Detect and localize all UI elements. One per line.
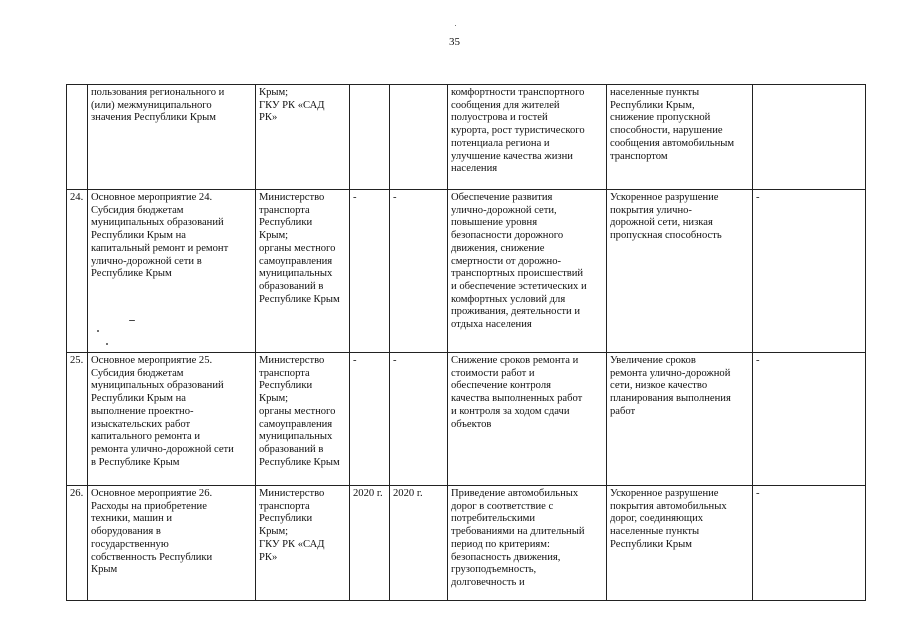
expected-result-cell: комфортности транспортного сообщения для жителей полуострова и гостей курорта, рост туристического потенциала региона и улучшение качества жизни населения bbox=[448, 85, 607, 190]
consequences-cell: Ускоренное разрушение покрытия автомобильных дорог, соединяющих населенные пункты Республики Крым bbox=[607, 486, 753, 601]
start-date-cell: - bbox=[350, 353, 390, 486]
measure-cell: Основное мероприятие 24. Субсидия бюджетам муниципальных образований Республики Крым на капитальный ремонт и ремонт улично-дорожной сети в Республике Крым bbox=[88, 190, 256, 353]
indicator-link-cell: - bbox=[753, 353, 866, 486]
row-number-cell bbox=[67, 85, 88, 190]
table-row bbox=[67, 486, 866, 601]
consequences-cell: населенные пункты Республики Крым, снижение пропускной способности, нарушение сообщения автомобильным транспортом bbox=[607, 85, 753, 190]
row-number-cell: 25. bbox=[67, 353, 88, 486]
scan-speck bbox=[97, 330, 99, 332]
scan-speck bbox=[455, 25, 456, 26]
table-row bbox=[67, 190, 866, 353]
scan-speck bbox=[129, 320, 135, 321]
expected-result-cell: Обеспечение развития улично-дорожной сети, повышение уровня безопасности дорожного движения, снижение смертности от дорожно- транспортных происшествий и обеспечение эстетических и комфортных условий для проживания, деятельности и отдыха населения bbox=[448, 190, 607, 353]
executor-cell: Крым; ГКУ РК «САД РК» bbox=[256, 85, 350, 190]
table-row bbox=[67, 85, 866, 190]
end-date-cell bbox=[390, 85, 448, 190]
consequences-cell: Увеличение сроков ремонта улично-дорожной сети, низкое качество планирования выполнения работ bbox=[607, 353, 753, 486]
scan-speck bbox=[106, 343, 108, 345]
row-number-cell: 24. bbox=[67, 190, 88, 353]
measure-cell: пользования регионального и (или) межмуниципального значения Республики Крым bbox=[88, 85, 256, 190]
indicator-link-cell bbox=[753, 85, 866, 190]
consequences-cell: Ускоренное разрушение покрытия улично- дорожной сети, низкая пропускная способность bbox=[607, 190, 753, 353]
indicator-link-cell: - bbox=[753, 190, 866, 353]
measure-cell: Основное мероприятие 25. Субсидия бюджетам муниципальных образований Республики Крым на выполнение проектно- изыскательских работ капитального ремонта и ремонта улично-дорожной сети в Республике Крым bbox=[88, 353, 256, 486]
indicator-link-cell: - bbox=[753, 486, 866, 601]
expected-result-cell: Снижение сроков ремонта и стоимости работ и обеспечение контроля качества выполненных работ и контроля за ходом сдачи объектов bbox=[448, 353, 607, 486]
end-date-cell: - bbox=[390, 353, 448, 486]
end-date-cell: 2020 г. bbox=[390, 486, 448, 601]
executor-cell: Министерство транспорта Республики Крым; органы местного самоуправления муниципальных образований в Республике Крым bbox=[256, 353, 350, 486]
row-number-cell: 26. bbox=[67, 486, 88, 601]
start-date-cell: - bbox=[350, 190, 390, 353]
start-date-cell bbox=[350, 85, 390, 190]
page-number: 35 bbox=[449, 36, 460, 48]
end-date-cell: - bbox=[390, 190, 448, 353]
measure-cell: Основное мероприятие 26. Расходы на приобретение техники, машин и оборудования в государственную собственность Республики Крым bbox=[88, 486, 256, 601]
expected-result-cell: Приведение автомобильных дорог в соответствие с потребительскими требованиями на длительный период по критериям: безопасность движения, грузоподъемность, долговечность и bbox=[448, 486, 607, 601]
start-date-cell: 2020 г. bbox=[350, 486, 390, 601]
table-row bbox=[67, 353, 866, 486]
executor-cell: Министерство транспорта Республики Крым; органы местного самоуправления муниципальных образований в Республике Крым bbox=[256, 190, 350, 353]
program-measures-table bbox=[66, 84, 866, 601]
executor-cell: Министерство транспорта Республики Крым; ГКУ РК «САД РК» bbox=[256, 486, 350, 601]
